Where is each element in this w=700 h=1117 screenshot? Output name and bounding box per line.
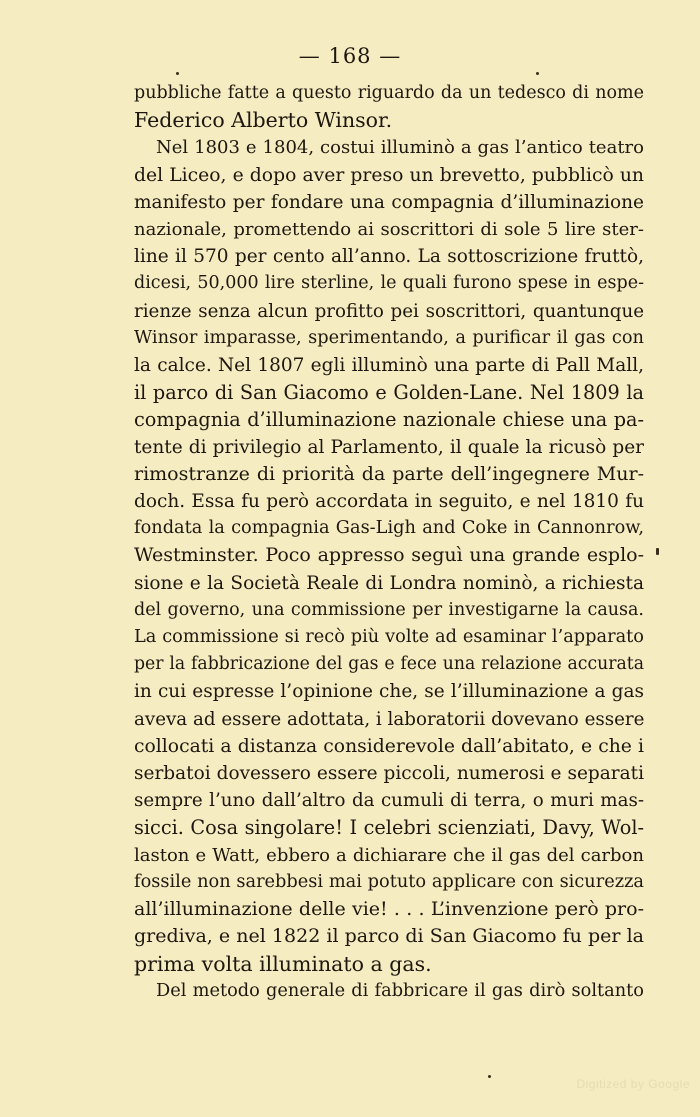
text-line: la calce. Nel 1807 egli illuminò una parte di Pall Mall, — [134, 355, 644, 377]
text-line: aveva ad essere adottata, i laboratorii dovevano essere — [134, 708, 645, 730]
text-line: Westminster. Poco appresso seguì una grande esplo- — [134, 544, 644, 567]
text-line: all’illuminazione delle vie! . . . L’invenzione però pro- — [134, 898, 644, 921]
text-line: rienze senza alcun profitto pei soscrittori, quantunque — [134, 300, 644, 322]
text-line: La commissione si recò più volte ad esaminar l’apparato — [134, 627, 644, 648]
text-line: Nel 1803 e 1804, costui illuminò a gas l’antico teatro — [156, 137, 644, 159]
text-line: fondata la compagnia Gas-Ligh and Coke in Cannonrow, — [134, 518, 644, 539]
text-line: pubbliche fatte a questo riguardo da un tedesco di nome — [134, 83, 644, 103]
text-line: compagnia d’illuminazione nazionale chiese una pa- — [134, 408, 644, 432]
text-line: fossile non sarebbesi mai potuto applicare con sicurezza — [134, 871, 644, 892]
text-line: dicesi, 50,000 lire sterline, le quali furono spese in espe- — [134, 273, 644, 294]
text-line: nazionale, promettendo ai soscrittori di sole 5 lire ster- — [134, 219, 644, 241]
ink-speck — [488, 1075, 491, 1078]
ink-speck — [656, 548, 659, 555]
text-line: il parco di San Giacomo e Golden-Lane. Nel 1809 la — [134, 381, 644, 405]
text-line: doch. Essa fu però accordata in seguito, e nel 1810 fu — [134, 491, 644, 513]
text-line: sempre l’uno dall’altro da cumuli di terra, o muri mas- — [134, 790, 644, 812]
text-line: collocati a distanza considerevole dall’abitato, e che i — [134, 735, 644, 757]
text-line: in cui espresse l’opinione che, se l’illuminazione a gas — [134, 681, 644, 703]
text-line: per la fabbricazione del gas e fece una relazione accurata — [134, 654, 644, 675]
text-line: sicci. Cosa singolare! I celebri scienziati, Davy, Wol- — [134, 816, 644, 840]
text-line: manifesto per fondare una compagnia d’illuminazione — [134, 191, 644, 213]
text-line: Del metodo generale di fabbricare il gas dirò soltanto — [156, 980, 644, 1001]
text-line: sione e la Società Reale di Londra nominò, a richiesta — [134, 572, 644, 594]
page-number-header: — 168 — — [298, 44, 402, 68]
body-text — [134, 80, 644, 1005]
text-line: rimostranze di priorità da parte dell’ingegnere Mur- — [134, 462, 644, 485]
text-line: del governo, una commissione per investigarne la causa. — [134, 599, 644, 620]
text-line: grediva, e nel 1822 il parco di San Giacomo fu per la — [134, 925, 644, 948]
text-line: laston e Watt, ebbero a dichiarare che il gas del carbon — [134, 844, 644, 866]
text-line: del Liceo, e dopo aver preso un brevetto, pubblicò un — [134, 164, 644, 186]
text-line: serbatoi dovessero essere piccoli, numerosi e separati — [134, 763, 644, 785]
text-line: Winsor imparasse, sperimentando, a purificar il gas con — [134, 327, 644, 348]
text-line: line il 570 per cento all’anno. La sottoscrizione fruttò, — [134, 246, 644, 268]
text-line: prima volta illuminato a gas. — [134, 951, 432, 976]
ink-speck — [176, 72, 179, 75]
ink-speck — [536, 72, 539, 75]
watermark: Digitized by Google — [576, 1077, 690, 1091]
text-line: Federico Alberto Winsor. — [134, 108, 393, 133]
text-line: tente di privilegio al Parlamento, il quale la ricusò per — [134, 436, 644, 458]
